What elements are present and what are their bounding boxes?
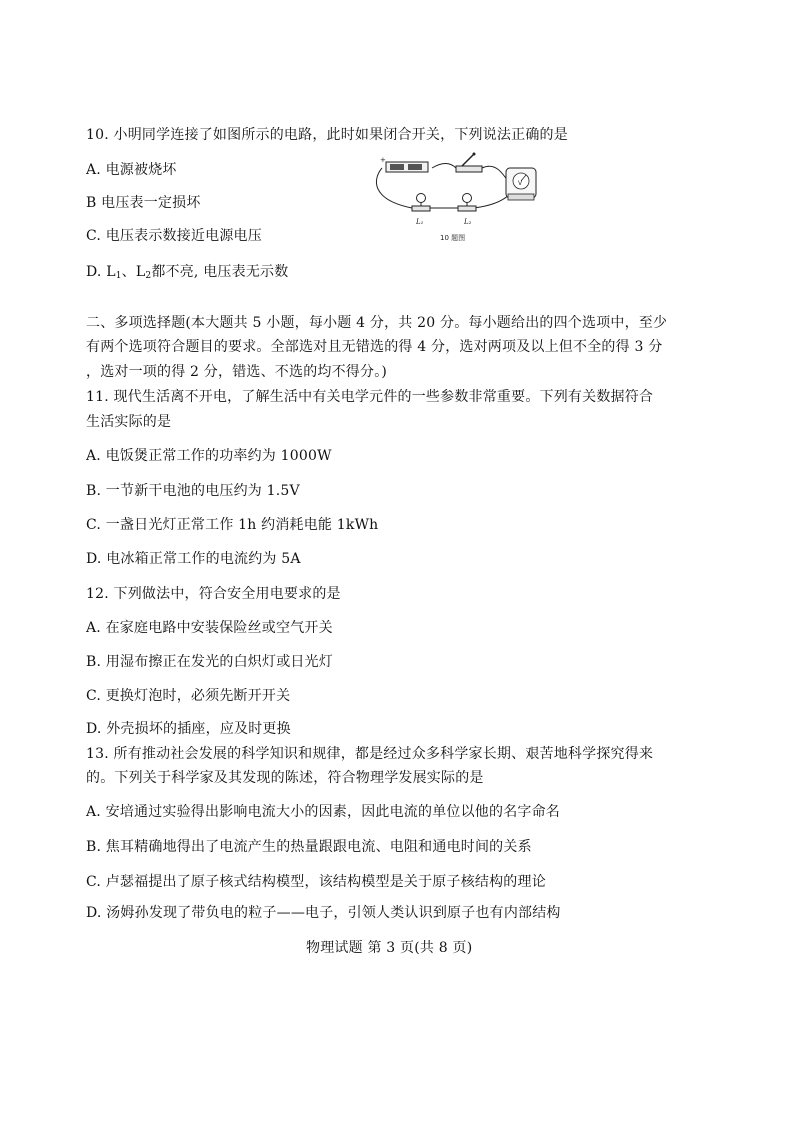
- voltmeter-label: V: [518, 180, 523, 187]
- q13-stem-line1: 13. 所有推动社会发展的科学知识和规律，都是经过众多科学家长期、艰苦地科学探究得来: [86, 746, 654, 762]
- circuit-diagram: [370, 150, 550, 250]
- q11-stem-line2: 生活实际的是: [86, 414, 172, 430]
- q12-option-c: C. 更换灯泡时，必须先断开开关: [86, 688, 291, 704]
- figure-caption: 10 题图: [440, 234, 466, 242]
- q11-option-c: C. 一盏日光灯正常工作 1h 约消耗电能 1kWh: [86, 517, 379, 533]
- q12-option-a: A. 在家庭电路中安装保险丝或空气开关: [86, 620, 333, 636]
- q13-option-b: B. 焦耳精确地得出了电流产生的热量跟跟电流、电阻和通电时间的关系: [86, 839, 532, 855]
- q10-option-a: A. 电源被烧坏: [86, 162, 177, 178]
- q13-stem-line2: 的。下列关于科学家及其发现的陈述，符合物理学发展实际的是: [86, 770, 484, 786]
- l1-label: L₁: [416, 218, 424, 226]
- q10-stem: 10. 小明同学连接了如图所示的电路，此时如果闭合开关，下列说法正确的是: [86, 127, 568, 143]
- q10-option-b: B 电压表一定损坏: [86, 195, 201, 211]
- q11-option-b: B. 一节新干电池的电压约为 1.5V: [86, 483, 300, 499]
- q12-option-b: B. 用湿布擦正在发光的白炽灯或日光灯: [86, 654, 333, 670]
- q10-option-c: C. 电压表示数接近电源电压: [86, 228, 262, 244]
- l2-label: L₂: [464, 218, 472, 226]
- wire-left: [376, 168, 412, 208]
- q10-option-d: D. $L_1$、$L_2$都不亮, 电压表无示数: [86, 264, 289, 281]
- q11-option-a: A. 电饭煲正常工作的功率约为 1000W: [86, 448, 332, 464]
- section2-line2: 有两个选项符合题目的要求。全部选对且无错选的得 4 分，选对两项及以上但不全的得 3 分: [86, 339, 663, 355]
- switch-icon: [456, 153, 482, 173]
- q13-option-c: C. 卢瑟福提出了原子核式结构模型，该结构模型是关于原子核结构的理论: [86, 874, 546, 890]
- q13-option-a: A. 安培通过实验得出影响电流大小的因素，因此电流的单位以他的名字命名: [86, 804, 561, 820]
- q12-stem: 12. 下列做法中，符合安全用电要求的是: [86, 586, 341, 602]
- battery-icon: [380, 156, 428, 172]
- bulb-l2-icon: [458, 194, 476, 212]
- section2-line3: ，选对一项的得 2 分，错选、不选的均不得分。): [86, 364, 388, 380]
- q11-stem-line1: 11. 现代生活离不开电，了解生活中有关电学元件的一些参数非常重要。下列有关数据符合: [86, 389, 654, 405]
- section2-line1: 二、多项选择题(本大题共 5 小题，每小题 4 分，共 20 分。每小题给出的四个选项中，至少: [86, 315, 668, 331]
- page-footer: 物理试题 第 3 页(共 8 页): [306, 940, 473, 956]
- battery-plus: +: [380, 156, 386, 164]
- q11-option-d: D. 电冰箱正常工作的电流约为 5A: [86, 551, 301, 567]
- q13-option-d: D. 汤姆孙发现了带负电的粒子——电子，引领人类认识到原子也有内部结构: [86, 905, 561, 921]
- bulb-l1-icon: [412, 194, 430, 212]
- q12-option-d: D. 外壳损坏的插座，应及时更换: [86, 721, 291, 737]
- voltmeter-icon: [506, 168, 536, 200]
